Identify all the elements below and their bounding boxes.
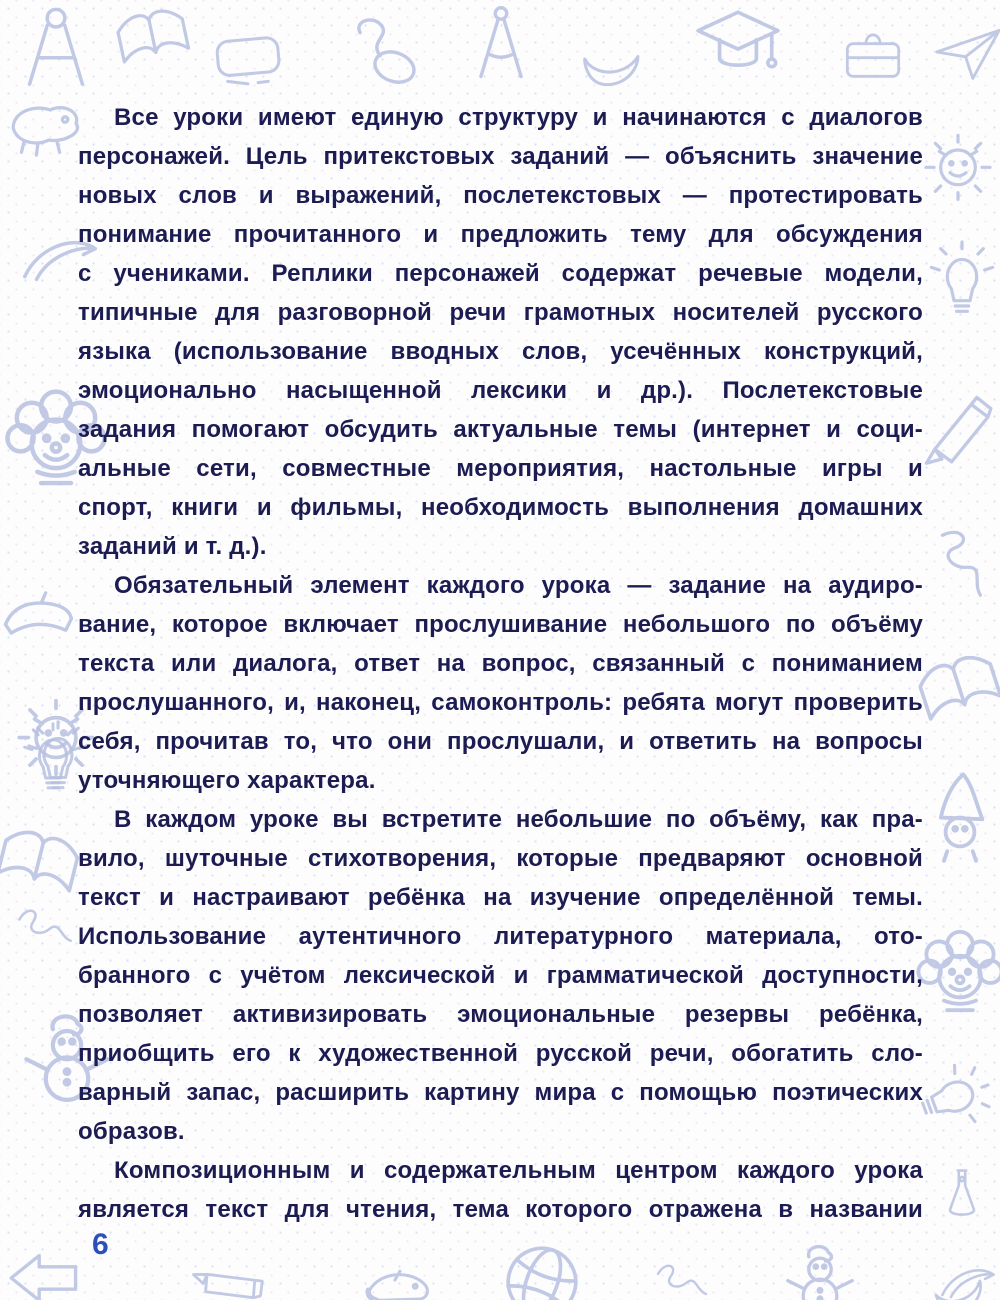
open-book-icon [916, 651, 1000, 719]
text-line: текста или диалога, ответ на вопрос, связанный с пониманием [78, 650, 923, 677]
text-line: спорт, книги и фильмы, необходимость выполнения домашних [78, 494, 923, 521]
text-line: с учениками. Реплики персонажей содержат речевые модели, [78, 260, 923, 287]
text-line: типичные для разговорной речи грамотных носителей русского [78, 299, 923, 326]
text-line: прослушанного, и, наконец, самоконтроль: ребята могут проверить [78, 689, 923, 716]
text-line: альные сети, совместные мероприятия, настольные игры и [78, 455, 923, 482]
paper-plane-icon [937, 30, 999, 78]
sun-smiley-icon [926, 135, 990, 199]
squiggle-icon [658, 1266, 706, 1294]
clown-face-icon [918, 932, 1000, 1010]
briefcase-icon [847, 35, 898, 76]
text-line: эмоционально насыщенной лексики и др.). Послетекстовые [78, 377, 923, 404]
arrow-icon [11, 1256, 75, 1300]
text-line: Композиционным и содержательным центром каждого урока [114, 1157, 923, 1184]
lightbulb-icon [931, 242, 992, 311]
beret-icon [5, 593, 71, 633]
lizard-icon [13, 108, 77, 155]
text-line: позволяет активизировать эмоциональные резервы ребёнка, [78, 1001, 923, 1028]
text-line: варный запас, расширить картину мира с помощью поэтических [78, 1079, 923, 1106]
open-book-icon [0, 827, 81, 891]
text-line: приобщить его к художественной русской речи, обогатить сло- [78, 1040, 923, 1067]
graduation-cap-icon [698, 12, 778, 66]
globe-icon [499, 1239, 585, 1300]
mouse-icon [359, 20, 418, 87]
text-line: является текст для чтения, тема которого отражена в названии [78, 1196, 923, 1223]
swoosh-icon [942, 1270, 993, 1297]
text-line: В каждом уроке вы встретите небольшие по объёму, как пра- [114, 806, 923, 833]
text-line: понимание прочитанного и предложить тему для обсуждения [78, 221, 923, 248]
pencil-icon [193, 1246, 268, 1300]
text-line: персонажей. Цель притекстовых заданий — объяснить значение [78, 143, 923, 170]
squiggle-icon [19, 911, 70, 941]
text-line: себя, прочитав то, что они прослушали, и ответить на вопросы [78, 728, 923, 755]
page-number: 6 [92, 1228, 109, 1261]
text-line: новых слов и выражений, послетекстовых — протестировать [78, 182, 923, 209]
text-line: Все уроки имеют единую структуру и начинаются с диалогов [114, 104, 923, 131]
compass-icon [481, 8, 521, 77]
eraser-icon [216, 37, 280, 84]
text-line: бранного с учётом лексической и грамматической доступности, [78, 962, 923, 989]
text-line: заданий и т. д.). [78, 533, 267, 560]
gnome-icon [941, 774, 983, 860]
text-line: текст и настраивают ребёнка на изучение определённой темы. [78, 884, 923, 911]
text-block [78, 98, 923, 1229]
snowman-icon [788, 1247, 852, 1300]
pencil-icon [926, 397, 990, 463]
text-line: вание, которое включает прослушивание небольшого по объёму [78, 611, 923, 638]
text-line: языка (использование вводных слов, усечённых конструкций, [78, 338, 923, 365]
whale-icon [367, 1271, 427, 1300]
text-line: задания помогают обсудить актуальные темы (интернет и соци- [78, 416, 923, 443]
lightbulb-icon [914, 1057, 998, 1136]
flask-figure-icon [950, 1171, 974, 1215]
text-line: уточняющего характера. [78, 767, 376, 794]
banana-icon [585, 57, 638, 85]
open-book-icon [116, 7, 189, 62]
text-line: Использование аутентичного литературного материала, ото- [78, 923, 923, 950]
text-line: вило, шуточные стихотворения, которые предваряют основной [78, 845, 923, 872]
cone-icon [30, 9, 83, 84]
text-line: Обязательный элемент каждого урока — задание на аудиро- [114, 572, 923, 599]
text-line: образов. [78, 1118, 185, 1145]
squiggle-icon [927, 526, 1000, 595]
